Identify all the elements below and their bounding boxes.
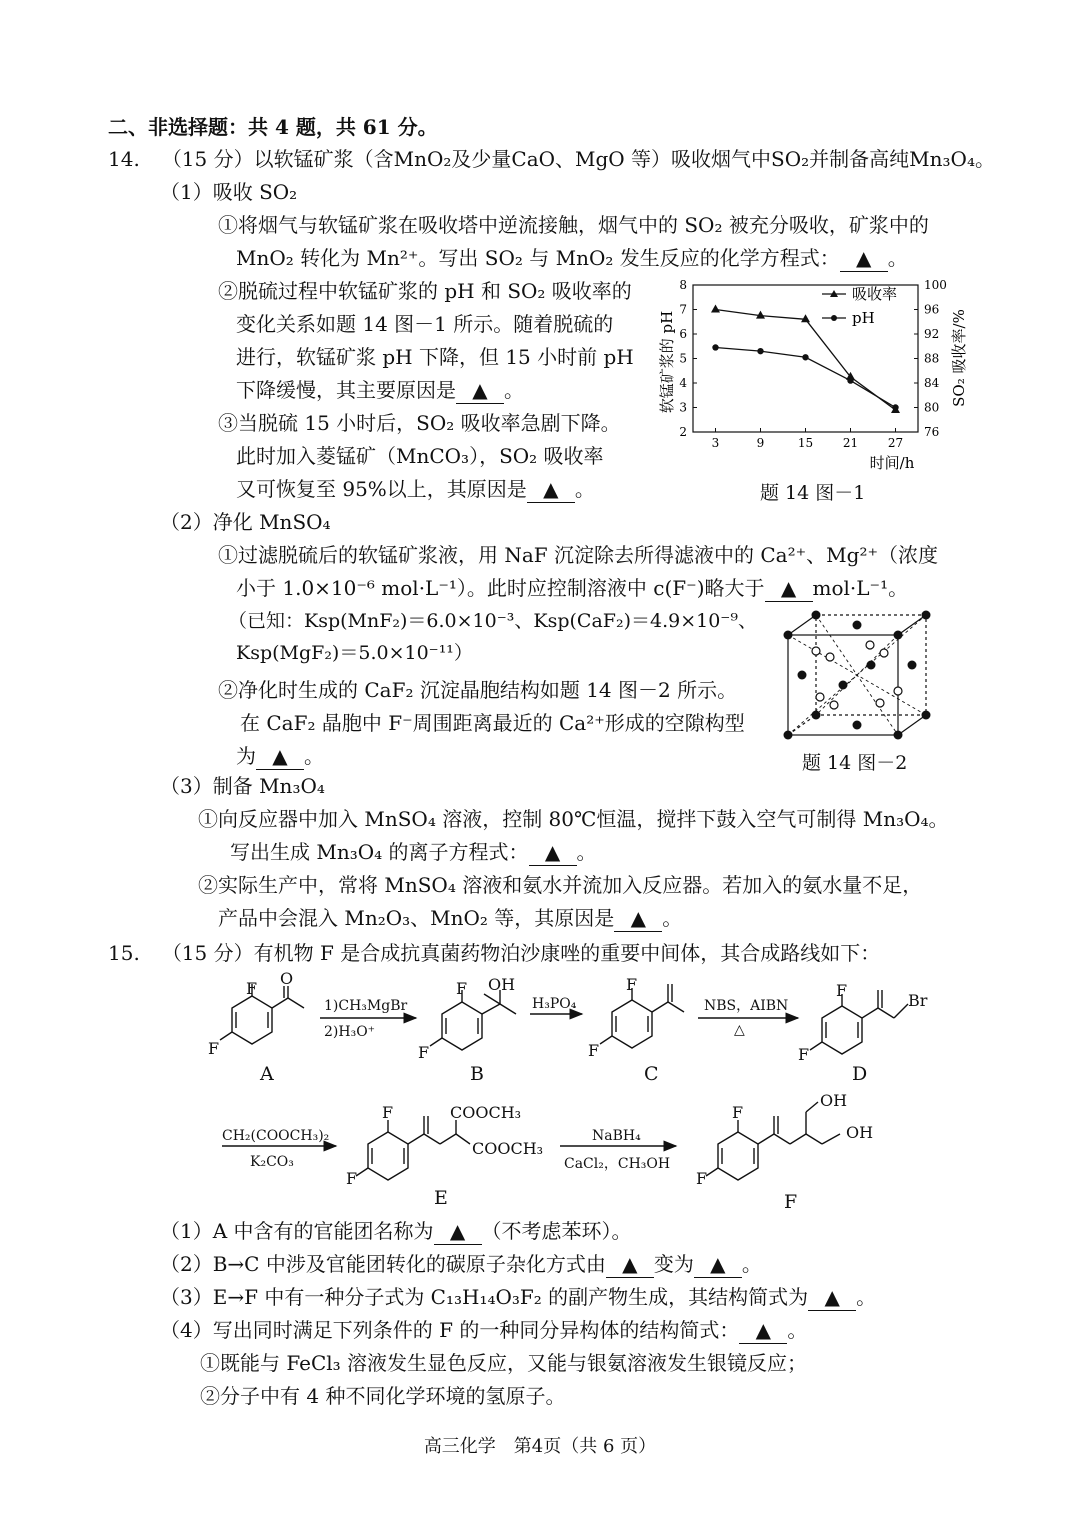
x-tick-label: 3 — [711, 436, 720, 450]
y-tick-label-right: 76 — [924, 425, 940, 439]
atom-F: F — [382, 1103, 394, 1122]
q14-2-known2: Ksp(MgF₂)＝5.0×10⁻¹¹） — [236, 642, 473, 664]
atom-F: F — [626, 975, 638, 994]
legend-abs-label: 吸收率 — [852, 285, 898, 303]
fig1-caption: 题 14 图－1 — [760, 482, 866, 504]
atom-F: F — [346, 1169, 358, 1188]
ring-A — [232, 996, 272, 1044]
q14-number: 14. — [108, 147, 140, 171]
atom-Br: Br — [908, 991, 928, 1010]
q15-number: 15. — [108, 941, 140, 965]
atom-F: F — [836, 981, 848, 1000]
q14-1-3b: 此时加入菱锰矿（MnCO₃），SO₂ 吸收率 — [236, 444, 604, 468]
reagent-4-top: CH₂(COOCH₃)₂ — [222, 1128, 330, 1144]
compound-label-A: A — [260, 1063, 274, 1085]
answer-blank[interactable]: ▲ — [694, 1251, 742, 1278]
ring-B — [442, 1002, 482, 1050]
atom-F: F — [732, 1103, 744, 1122]
page-footer: 高三化学 第4页（共 6 页） — [423, 1436, 657, 1457]
q14-2-1a: ①过滤脱硫后的软锰矿浆液，用 NaF 沉淀除去所得滤液中的 Ca²⁺、Mg²⁺（浓度 — [218, 543, 939, 567]
q14-1-1b: MnO₂ 转化为 Mn²⁺。写出 SO₂ 与 MnO₂ 发生反应的化学方程式： ▲ 。 — [236, 246, 908, 270]
y-tick-label-right: 92 — [924, 327, 940, 341]
y-tick-label-left: 4 — [679, 376, 687, 390]
absorption-point — [801, 314, 810, 322]
x-axis-label: 时间/h — [869, 454, 915, 472]
answer-blank[interactable]: ▲ — [456, 377, 504, 404]
q14-3-1b: 写出生成 Mn₃O₄ 的离子方程式： ▲ 。 — [230, 840, 597, 864]
answer-blank[interactable]: ▲ — [527, 476, 575, 503]
atom-COOCH3: COOCH₃ — [472, 1139, 544, 1158]
atom-OH: OH — [488, 975, 516, 994]
atom-F: F — [418, 1043, 430, 1062]
ring-E — [368, 1132, 408, 1180]
compound-label-B: B — [470, 1063, 484, 1085]
reagent-1-bottom: 2)H₃O⁺ — [324, 1024, 376, 1040]
y-axis-label-right: SO₂ 吸收率/% — [950, 309, 968, 407]
ring-D — [822, 1006, 862, 1054]
q15-4: （4）写出同时满足下列条件的 F 的一种同分异构体的结构简式： ▲ 。 — [160, 1318, 808, 1342]
q14-3-2a: ②实际生产中，常将 MnSO₄ 溶液和氨水并流加入反应器。若加入的氨水量不足， — [198, 873, 923, 897]
answer-blank[interactable]: ▲ — [434, 1218, 482, 1245]
q14-2-known1: （已知：Ksp(MnF₂)＝6.0×10⁻³、Ksp(CaF₂)＝4.9×10⁻⁹、 — [228, 610, 757, 632]
atom-F: F — [696, 1169, 708, 1188]
y-tick-label-right: 96 — [924, 302, 940, 317]
answer-blank[interactable]: ▲ — [765, 575, 813, 602]
answer-blank[interactable]: ▲ — [808, 1284, 856, 1311]
answer-blank[interactable]: ▲ — [840, 245, 888, 272]
q14-1-2a: ②脱硫过程中软锰矿浆的 pH 和 SO₂ 吸收率的 — [218, 279, 632, 303]
caf2-unit-cell-diagram — [780, 605, 940, 745]
ph-point — [757, 348, 763, 354]
compound-label-D: D — [852, 1063, 868, 1085]
reagent-3-top: NBS，AIBN — [704, 998, 789, 1014]
atom-F: F — [246, 979, 258, 998]
atom-COOCH3: COOCH₃ — [450, 1103, 522, 1122]
y-axis-label-left: 软锰矿浆的 pH — [658, 310, 676, 414]
reagent-5-bottom: CaCl₂，CH₃OH — [564, 1156, 671, 1172]
reagent-4-bottom: K₂CO₃ — [250, 1154, 294, 1170]
compound-label-E: E — [434, 1187, 448, 1209]
reagent-3-bottom: △ — [734, 1022, 745, 1038]
legend-ph-marker — [831, 315, 837, 321]
q14-1-2c: 进行，软锰矿浆 pH 下降，但 15 小时前 pH — [236, 345, 634, 369]
atom-O: O — [280, 972, 294, 988]
y-tick-label-left: 6 — [679, 327, 687, 341]
x-tick-label: 9 — [756, 436, 765, 450]
q14-3-2b: 产品中会混入 Mn₂O₃、MnO₂ 等，其原因是 ▲ 。 — [218, 906, 683, 930]
q14-2-2b: 在 CaF₂ 晶胞中 F⁻周围距离最近的 Ca²⁺形成的空隙构型 — [240, 711, 745, 735]
answer-blank[interactable]: ▲ — [739, 1317, 787, 1344]
absorption-point — [711, 305, 720, 313]
answer-blank[interactable]: ▲ — [606, 1251, 654, 1278]
q14-1-3c: 又可恢复至 95%以上，其原因是 ▲ 。 — [236, 477, 595, 501]
q14-1-1a: ①将烟气与软锰矿浆在吸收塔中逆流接触，烟气中的 SO₂ 被充分吸收，矿浆中的 — [218, 213, 929, 237]
atom-F: F — [588, 1041, 600, 1060]
atom-OH: OH — [820, 1091, 848, 1110]
atom-F: F — [208, 1039, 220, 1058]
legend-ph-label: pH — [852, 309, 875, 327]
y-tick-label-right: 80 — [924, 400, 940, 415]
q15-line — [108, 940, 880, 966]
q14-2-2c: 为 ▲ 。 — [236, 744, 324, 768]
q14-1-2b: 变化关系如题 14 图－1 所示。随着脱硫的 — [236, 312, 614, 336]
y-tick-label-left: 8 — [679, 278, 687, 292]
q14-intro: （15 分）以软锰矿浆（含MnO₂及少量CaO、MgO 等）吸收烟气中SO₂并制备高纯Mn₃O₄。 — [161, 147, 995, 171]
q14-part1-title: （1）吸收 SO₂ — [160, 180, 298, 204]
ph-absorption-chart — [650, 272, 980, 472]
y-tick-label-left: 7 — [679, 302, 687, 317]
atom-OH: OH — [846, 1123, 874, 1142]
ph-point — [892, 404, 898, 410]
fig2-caption: 题 14 图－2 — [802, 752, 908, 774]
q14-2-1b: 小于 1.0×10⁻⁶ mol·L⁻¹）。此时应控制溶液中 c(F⁻)略大于 ▲ mol·L⁻¹。 — [236, 576, 909, 600]
reagent-1-top: 1)CH₃MgBr — [324, 998, 408, 1014]
x-tick-label: 15 — [797, 436, 814, 450]
x-tick-label: 27 — [887, 436, 904, 450]
q14-line — [108, 146, 995, 172]
q15-condition-2: ②分子中有 4 种不同化学环境的氢原子。 — [200, 1384, 566, 1408]
y-tick-label-right: 88 — [924, 351, 940, 366]
q14-2-2a: ②净化时生成的 CaF₂ 沉淀晶胞结构如题 14 图－2 所示。 — [218, 678, 738, 702]
compound-label-C: C — [644, 1063, 659, 1085]
section-title: 二、非选择题：共 4 题，共 61 分。 — [108, 115, 438, 139]
ring-C — [612, 1000, 652, 1048]
q15-1: （1）A 中含有的官能团名称为 ▲ （不考虑苯环）。 — [160, 1219, 632, 1243]
q14-1-2d: 下降缓慢，其主要原因是 ▲ 。 — [236, 378, 524, 402]
y-tick-label-left: 2 — [679, 425, 687, 439]
synthesis-scheme — [200, 972, 940, 1212]
q15-3: （3）E→F 中有一种分子式为 C₁₃H₁₄O₃F₂ 的副产物生成，其结构简式为 ▲ 。 — [160, 1285, 877, 1309]
q14-part3-title: （3）制备 Mn₃O₄ — [160, 774, 325, 798]
ph-point — [712, 344, 718, 350]
x-tick-label: 21 — [842, 436, 859, 450]
y-tick-label-right: 100 — [924, 278, 947, 292]
ph-point — [802, 354, 808, 360]
y-tick-label-right: 84 — [924, 376, 940, 390]
atom-F: F — [456, 979, 468, 998]
q15-intro: （15 分）有机物 F 是合成抗真菌药物泊沙康唑的重要中间体，其合成路线如下： — [161, 941, 881, 965]
ring-F — [718, 1132, 758, 1180]
q15-2: （2）B→C 中涉及官能团转化的碳原子杂化方式由 ▲ 变为 ▲ 。 — [160, 1252, 762, 1276]
q15-condition-1: ①既能与 FeCl₃ 溶液发生显色反应，又能与银氨溶液发生银镜反应； — [200, 1351, 808, 1375]
y-tick-label-left: 5 — [679, 351, 687, 366]
answer-blank[interactable]: ▲ — [256, 743, 304, 770]
reagent-5-top: NaBH₄ — [592, 1128, 641, 1144]
y-tick-label-left: 3 — [679, 400, 687, 415]
reagent-2-top: H₃PO₄ — [532, 996, 577, 1012]
ph-point — [847, 377, 853, 383]
q14-3-1a: ①向反应器中加入 MnSO₄ 溶液，控制 80℃恒温，搅拌下鼓入空气可制得 Mn₃O₄。 — [198, 807, 949, 831]
q14-part2-title: （2）净化 MnSO₄ — [160, 510, 331, 534]
answer-blank[interactable]: ▲ — [529, 839, 577, 866]
q14-1-3a: ③当脱硫 15 小时后，SO₂ 吸收率急剧下降。 — [218, 411, 621, 435]
answer-blank[interactable]: ▲ — [614, 905, 662, 932]
atom-F: F — [798, 1045, 810, 1064]
compound-label-F: F — [784, 1191, 798, 1212]
